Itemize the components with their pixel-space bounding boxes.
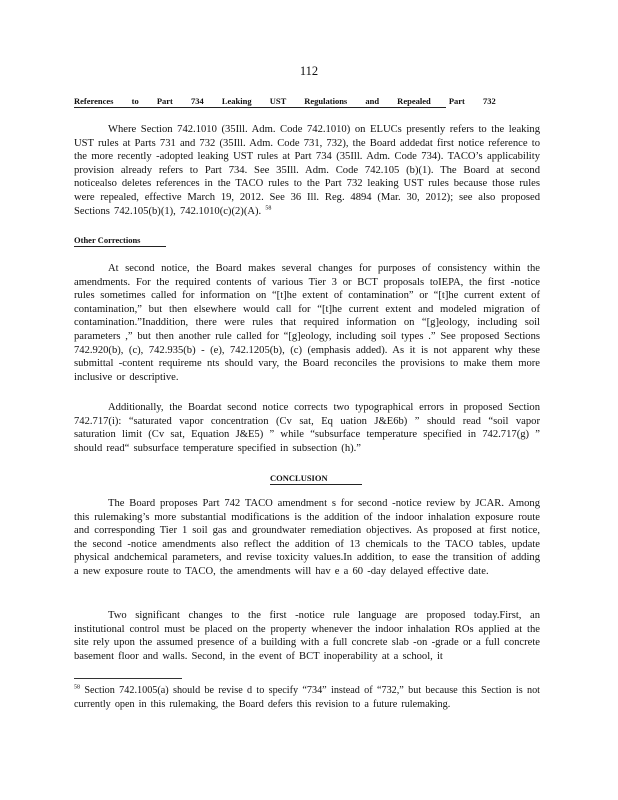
footnote-divider [74,678,182,679]
paragraph-consistency: At second notice, the Board makes several changes for purposes of consistency within the amendments. For the required contents of various Tier 3 or BCT proposals toIEPA, the first -notice rules sometimes called for information on “[t]he extent of contamination” or “[t]he current extent of contamination,” but then elsewhere would call for “[t]he current extent and modeled migration of contamination.”Inaddition, there were rules that required information on “[g]eology, including soil parameters ,” but then another rule called for “[g]eology, including soil types .” See proposed Sections 742.920(b), (c), 742.935(b) - (e), 742.1205(b), (c) (emphasis added). As it is not apparent why these submittal -content requireme nts should vary, the Board reconciles the provisions to make them more inclusive or descriptive. [74,263,540,383]
footnote-text: Section 742.1005(a) should be revise d to specify “734” instead of “732,” but because this Section is not currently open in this rulemaking, the Board defers this revision to a future rulemaking. [74,685,541,710]
footnote [74,684,540,711]
paragraph-elucs [74,123,540,218]
page-number: 112 [299,64,319,78]
footnote-number: 58 [74,684,80,691]
heading-other-corrections: Other Corrections [74,235,166,247]
footnote-reference: 58 [265,205,272,212]
paragraph-typographical-errors: Additionally, the Boardat second notice corrects two typographical errors in proposed Section 742.717(i): “saturated vapor concentration (Cv sat, Eq uation J&E6b) ” should read “soil vapor saturation limit (Cv sat, Equation J&E5) ” while “subsurface temperature specified in 742.717(g) ” should read“ subsurface temperature specified in subsection (h).” [74,402,540,454]
heading-conclusion: CONCLUSION [270,473,362,485]
paragraph-elucs-text: Where Section 742.1010 (35Ill. Adm. Code 742.1010) on ELUCs presently refers to the leaking UST rules at Parts 731 and 732 (35Ill. Adm. Code 731, 732), the Board addedat first notice reference to the more recently -adopted leaking UST rules at Part 734 (35Ill. Adm. Code 734). TACO’s applicability provision already refers to Part 734. See 35Ill. Adm. Code 742.105 (b)(1). The Board at second noticealso deletes references in the TACO rules to the Part 732 leaking UST rules because those rules were repealed, effective March 19, 2012. See 36 Ill. Reg. 4894 (Mar. 30, 2012); see also proposed Sections 742.105(b)(1), 742.1010(c)(2)(A). [74,124,540,217]
heading-references: References to Part 734 Leaking UST Regulations and Repealed Part 732 [74,96,496,106]
paragraph-conclusion: The Board proposes Part 742 TACO amendment s for second -notice review by JCAR. Among this rulemaking’s more substantial modifications is the addition of the indoor inhalation exposure route and corresponding Tier 1 soil gas and groundwater remediation objectives. As proposed at first notice, the second -notice amendments also reflect the addition of 13 chemicals to the TACO tables, update physical andchemical parameters, and revise toxicity values.In addition, to ease the transition of adding a new exposure route to TACO, the amendments will hav e a 60 -day delayed effective date. [74,498,540,577]
paragraph-changes: Two significant changes to the first -notice rule language are proposed today.First, an institutional control must be placed on the property whenever the indoor inhalation ROs applied at the site rely upon the assumed presence of a building with a full concrete slab -on -grade or a full concrete basement floor and walls. Second, in the event of BCT inoperability at a school, it [74,610,540,662]
